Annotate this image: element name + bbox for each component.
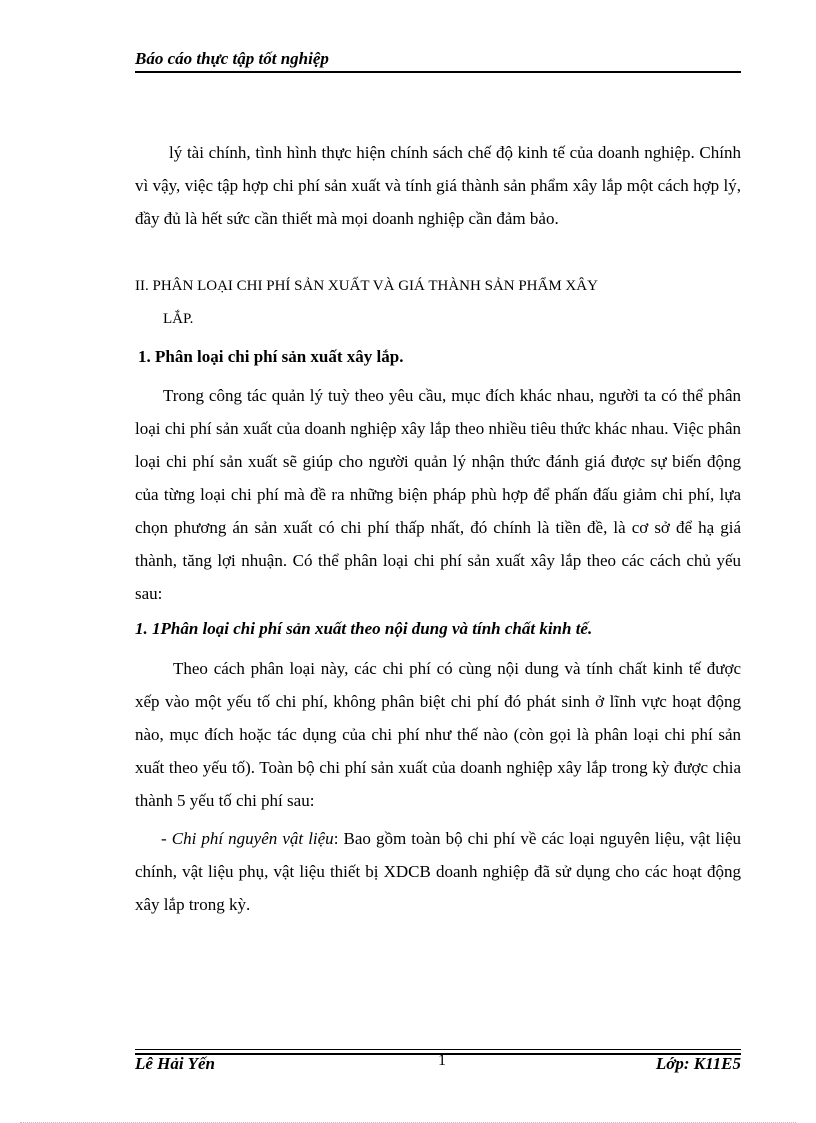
paragraph-classification: Trong công tác quản lý tuỳ theo yêu cầu, mục đích khác nhau, người ta có thể phân loại chi phí sản xuất của doanh nghiệp xây lắp theo nhiều tiêu thức khác nhau. Việc phân loại chi phí sản xuất sẽ giúp cho người quản lý nhận thức đánh giá được sự biến động của từng loại chi phí mà đề ra những biện pháp phù hợp để phấn đấu giảm chi phí, lựa chọn phương án sản xuất có chi phí thấp nhất, đó chính là tiền đề, là cơ sở để hạ giá thành, tăng lợi nhuận. Có thể phân loại chi phí sản xuất xây lắp theo các cách chủ yếu sau:: [135, 386, 741, 603]
footer-divider-thin: [135, 1049, 741, 1050]
footer-page-number: 1: [438, 1052, 446, 1069]
paragraph-intro: lý tài chính, tình hình thực hiện chính sách chế độ kinh tế của doanh nghiệp. Chính vì vậy, việc tập hợp chi phí sản xuất và tính giá thành sản phẩm xây lắp một cách hợp lý, đầy đủ là hết sức cần thiết mà mọi doanh nghiệp cần đảm bảo.: [135, 143, 741, 228]
section-heading-line1: II. PHÂN LOẠI CHI PHÍ SẢN XUẤT VÀ GIÁ THÀNH SẢN PHẨM XÂY: [135, 278, 598, 294]
subheading-1: 1. Phân loại chi phí sản xuất xây lắp.: [138, 347, 404, 366]
paragraph-material-costs: [135, 822, 741, 921]
footer-author: Lê Hải Yến: [135, 1054, 215, 1073]
footer-class: Lớp: K11E5: [655, 1054, 741, 1073]
section-heading-line2: LẮP.: [163, 311, 194, 327]
material-costs-term: - Chi phí nguyên vật liệu: [161, 829, 334, 848]
header-divider: [135, 71, 741, 73]
material-costs-description: : Bao gồm toàn bộ chi phí về các loại nguyên liệu, vật liệu chính, vật liệu phụ, vật liệu thiết bị XDCB doanh nghiệp đã sử dụng cho các hoạt động xây lắp trong kỳ.: [135, 829, 741, 914]
paragraph-economic-nature: Theo cách phân loại này, các chi phí có cùng nội dung và tính chất kinh tế được xếp vào một yếu tố chi phí, không phân biệt chi phí đó phát sinh ở lĩnh vực hoạt động nào, mục đích hoặc tác dụng của chi phí như thế nào (còn gọi là phân loại chi phí sản xuất theo yếu tố). Toàn bộ chi phí sản xuất của doanh nghiệp xây lắp trong kỳ được chia thành 5 yếu tố chi phí sau:: [135, 659, 741, 810]
subheading-1-1: 1. 1Phân loại chi phí sản xuất theo nội dung và tính chất kinh tế.: [135, 619, 593, 638]
section-heading: [135, 270, 741, 336]
page-header-title: Báo cáo thực tập tốt nghiệp: [135, 49, 329, 68]
